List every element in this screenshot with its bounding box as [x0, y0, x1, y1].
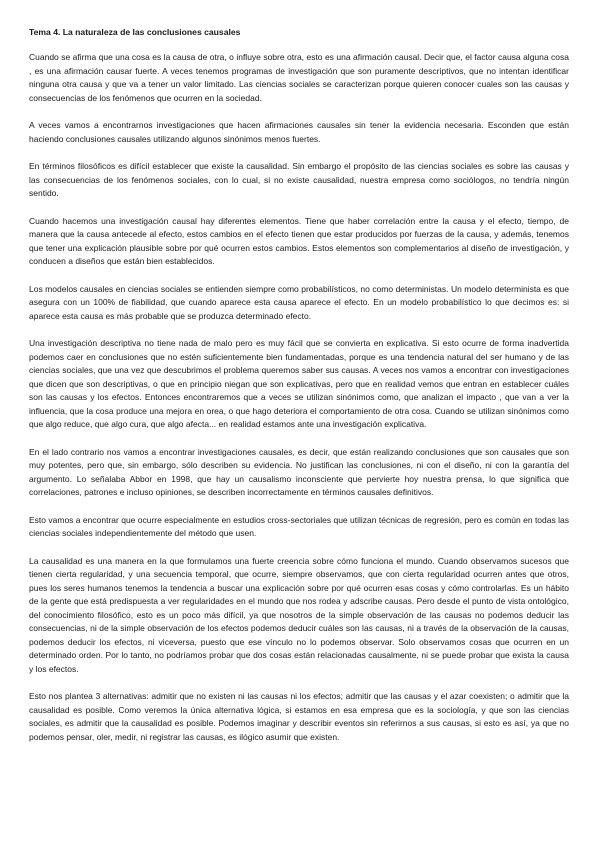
paragraph-4: Cuando hacemos una investigación causal hay diferentes elementos. Tiene que haber correlación entre la causa y el efecto, tiempo, de manera que la causa antecede al efecto, estos cambios en el efecto tienen que estar producidos por fuerzas de la causa, y además, tenemos que tener una explicación plausible sobre por qué ocurren estos cambios. Estos elementos son complementarios al diseño de investigación, y conducen a diseños que están bien establecidos.: [29, 215, 569, 266]
paragraph-1: Cuando se afirma que una cosa es la causa de otra, o influye sobre otra, esto es una afirmación causal. Decir que, el factor causa alguna cosa , es una afirmación causar fuerte. A veces tenemos programas de investigación que son puramente descriptivos, que no intentan identificar ninguna otra causa y que va a tener un valor limitado. Las ciencias sociales se caracterizan porque quieren conocer cuales son las causas y consecuencias de los fenómenos que ocurren en la sociedad.: [29, 52, 569, 103]
paragraph-10: Esto nos plantea 3 alternativas: admitir que no existen ni las causas ni los efectos; admitir que las causas y el azar coexisten; o admitir que la causalidad es posible. Como veremos la única alternativa lógica, si estamos en esa empresa que es la sociología, y que son las ciencias sociales, es admitir que la causalidad es posible. Podemos imaginar y describir eventos sin referirnos a sus causas, si esto es así, ya que no podemos pensar, oler, medir, ni registrar las causas, es ilógico asumir que existen.: [29, 691, 569, 742]
paragraph-2: A veces vamos a encontrarnos investigaciones que hacen afirmaciones causales sin tener la evidencia necesaria. Esconden que están haciendo conclusiones causales utilizando algunos sinónimos menos fuertes.: [29, 120, 569, 144]
paragraph-6: Una investigación descriptiva no tiene nada de malo pero es muy fácil que se convierta en explicativa. Si esto ocurre de forma inadvertida podemos caer en conclusiones que no estén suficientemente bien fundamentadas, porque es una tendencia natural del ser humano y de las ciencias sociales, que una vez que descubrimos el problema queremos saber sus causas. A veces nos vamos a encontrar con investigaciones que dicen que son descriptivas, o que en principio niegan que son explicativas, pero que en realidad vemos que entran en establecer cuáles son las causas y los efectos. Entonces encontraremos que a veces se utilizan sinónimos como, que analizan el impacto , que van a ver la influencia, que la cosa produce una mejora en orea, o que hago deteriora el comportamiento de otra cosa. Cuando se utilizan sinónimos como que algo reduce, que algo cura, que algo afecta... en realidad estamos ante una investigación explicativa.: [29, 338, 569, 429]
paragraph-7: En el lado contrario nos vamos a encontrar investigaciones causales, es decir, que están realizando conclusiones que son causales que son muy potentes, pero que, sin embargo, sólo describen su evidencia. No justifican las conclusiones, ni con el diseño, ni con la garantía del argumento. Lo señalaba Abbor en 1998, que hay un causalismo inconsciente que pervierte hoy nuestra prensa, lo que significa que correlaciones, patrones e incluso opiniones, se describen incorrectamente en términos causales definitivos.: [29, 446, 569, 497]
paragraph-9: La causalidad es una manera en la que formulamos una fuerte creencia sobre cómo funciona el mundo. Cuando observamos sucesos que tienen cierta regularidad, y una secuencia temporal, que ocurre, siempre observamos, que con cierta regularidad ocurren antes que otros, pues los seres humanos tenemos la tendencia a buscar una explicación sobre por qué ocurren esas cosas y cómo controlarlas. Es un hábito de la gente que está predispuesta a ver regularidades en el mundo que nos rodea y adscribe causas. Pero desde el punto de vista ontológico, del conocimiento filosófico, esto es un poco más difícil, ya que nosotros de la simple observación de las causas no podemos deducir las consecuencias, ni de la simple observación de los efectos podemos deducir cuáles son las causas, ni a través de la observación de la causas, podemos deducir los efectos, ni viceversa, puesto que ese vínculo no lo podemos observar. Solo observamos cosas que ocurren en un determinado orden. Por lo tanto, no podríamos probar que dos cosas están relacionadas causalmente, ni se puede probar que exista la causa y los efectos.: [29, 555, 569, 674]
document-page: [29, 26, 569, 758]
document-title: Tema 4. La naturaleza de las conclusiones causales: [29, 27, 241, 37]
paragraph-5: Los modelos causales en ciencias sociales se entienden siempre como probabilísticos, no como deterministas. Un modelo determinista es que asegura con un 100% de fiabilidad, que cuando aparece esta causa aparece el efecto. En un modelo probabilístico lo que decimos es: si aparece esta causa es más probable que se produzca determinado efecto.: [29, 283, 569, 321]
paragraph-8: Esto vamos a encontrar que ocurre especialmente en estudios cross-sectoriales que utilizan técnicas de regresión, pero es común en todas las ciencias sociales independientemente del método que usen.: [29, 514, 569, 538]
paragraph-3: En términos filosóficos es difícil establecer que existe la causalidad. Sin embargo el propósito de las ciencias sociales es sobre las causas y las consecuencias de los fenómenos sociales, con lo cual, si no existe causalidad, nuestra empresa como sociólogos, no tendría ningún sentido.: [29, 161, 569, 198]
